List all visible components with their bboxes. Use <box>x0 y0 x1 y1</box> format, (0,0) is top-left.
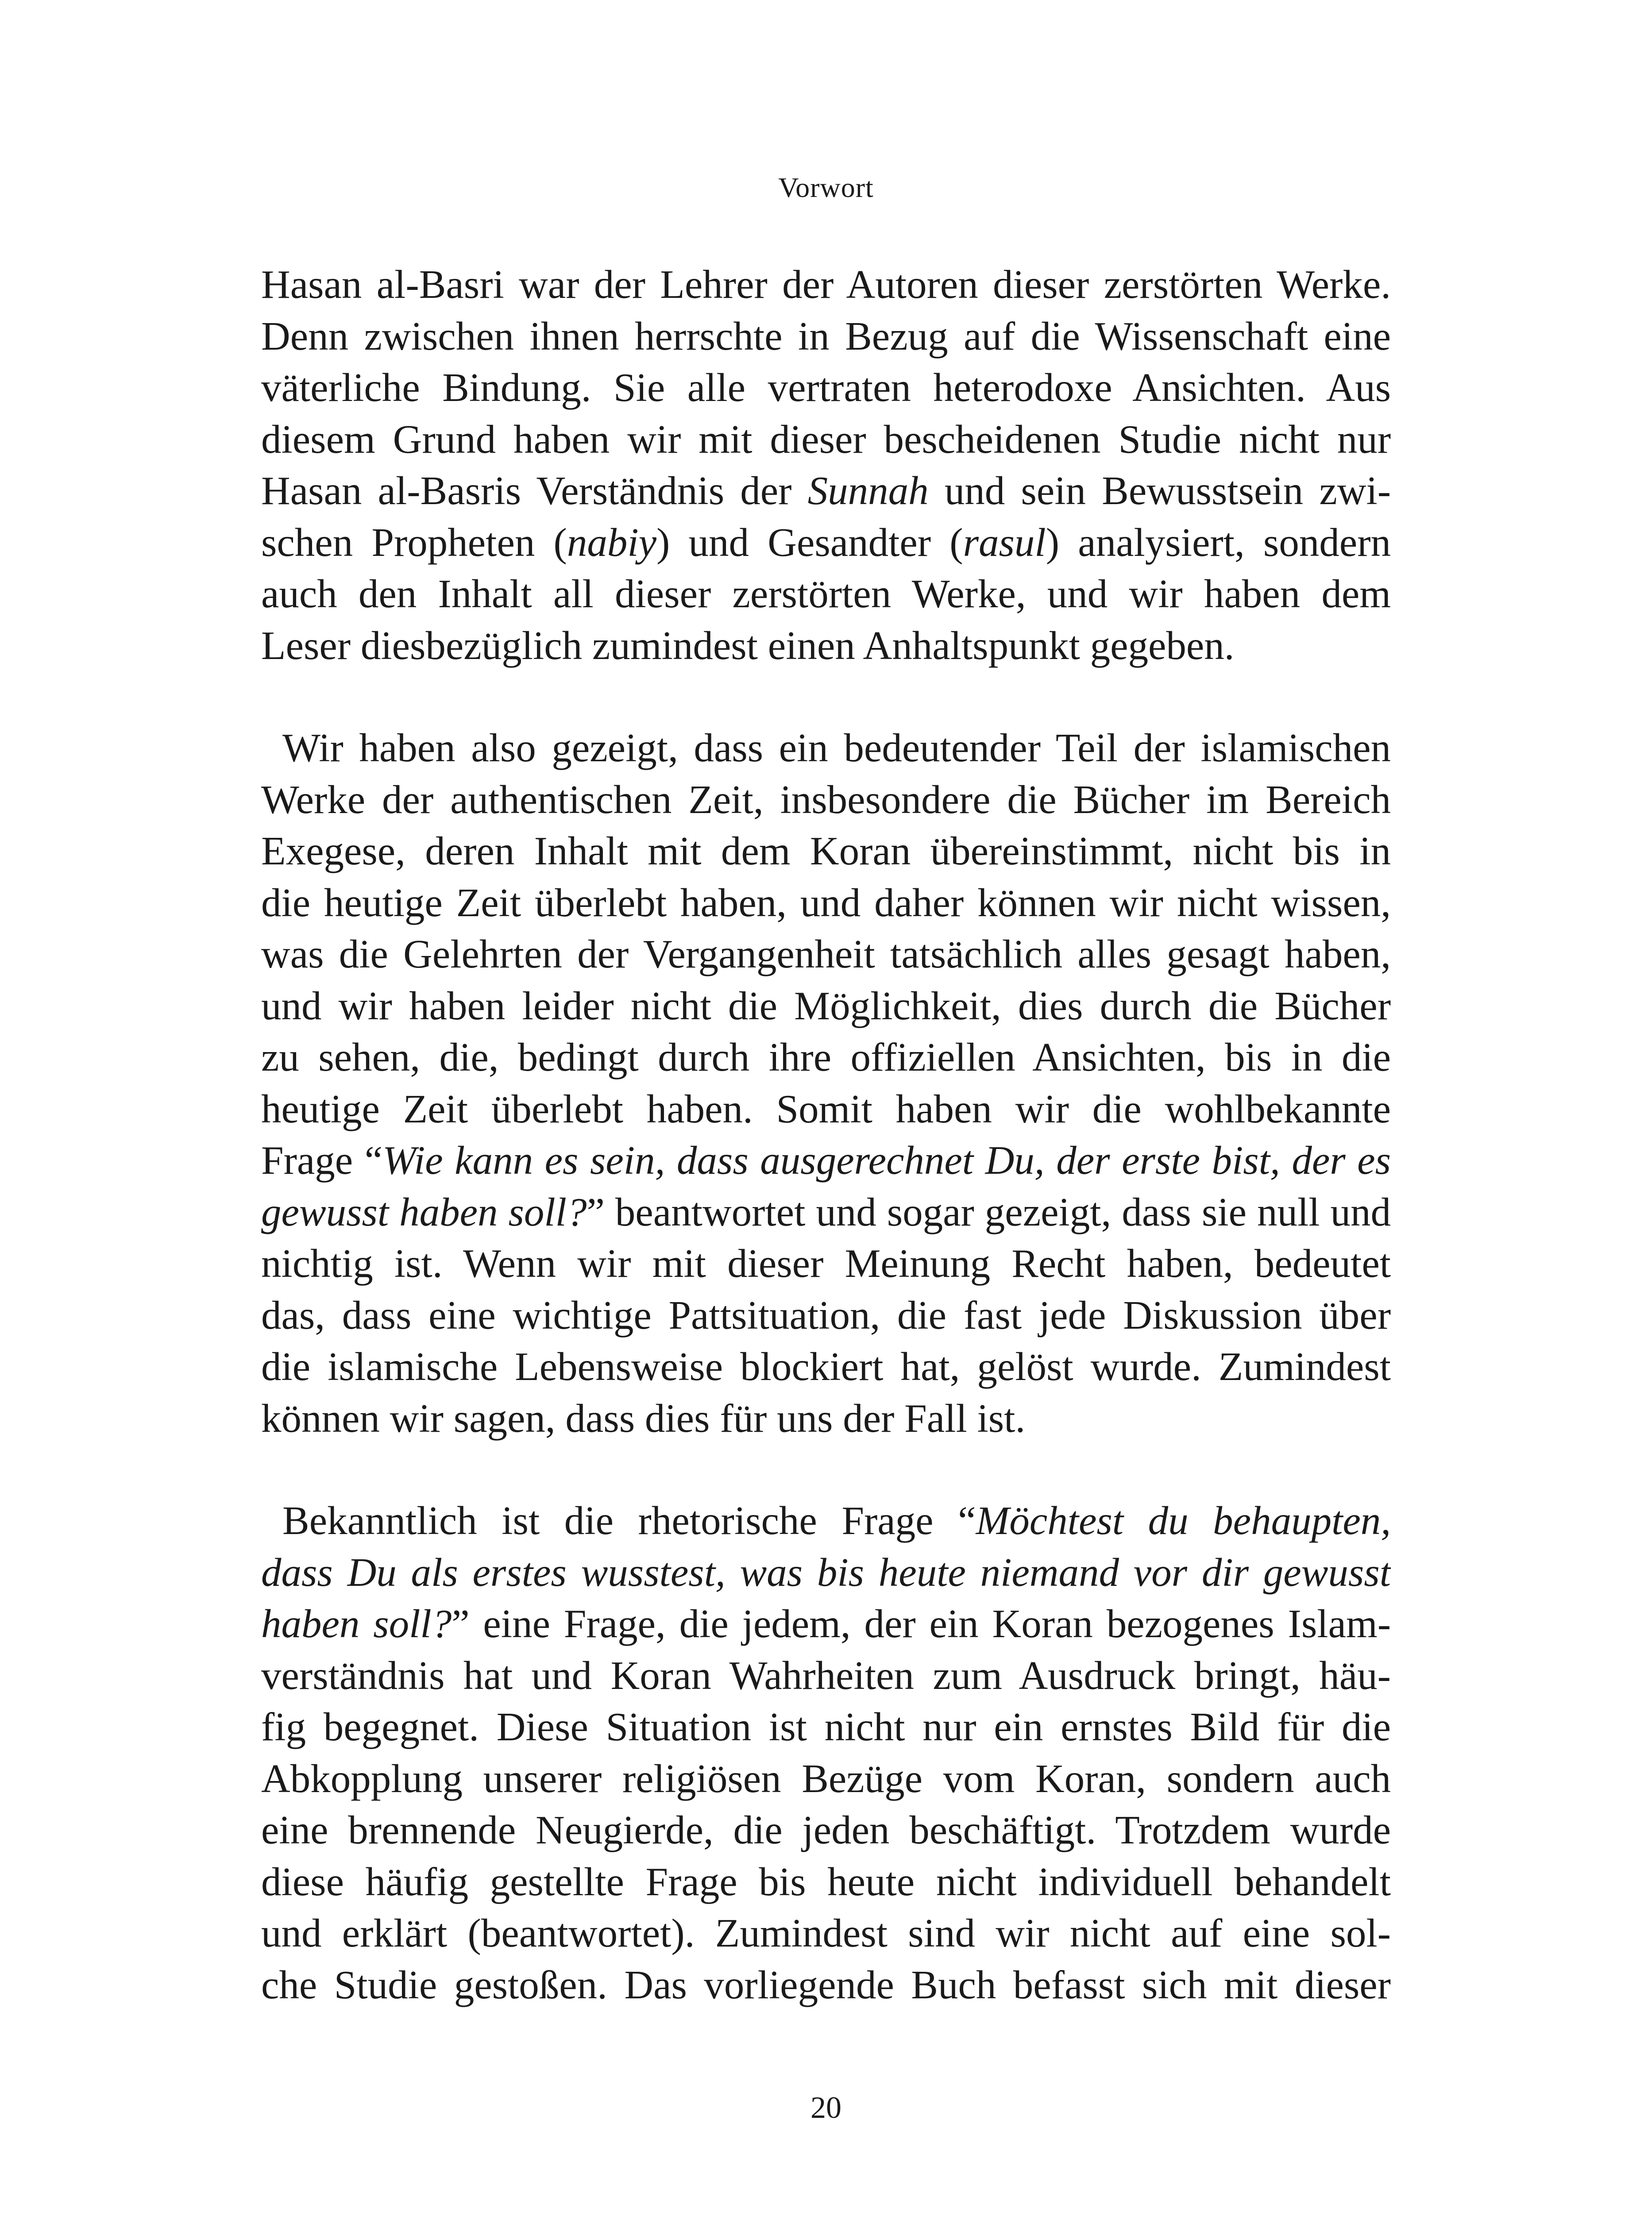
text-run: väterliche Bindung. Sie alle vertraten heterodoxe Ansichten. Aus <box>261 365 1391 410</box>
text-run: können wir sagen, dass dies für uns der Fall ist. <box>261 1396 1026 1441</box>
text-line <box>261 1341 1391 1393</box>
text-run: und wir haben leider nicht die Möglichkeit, dies durch die Bücher <box>261 983 1391 1028</box>
text-line <box>261 1598 1391 1650</box>
text-run: Frage “ <box>261 1138 383 1183</box>
text-run: Wir haben also gezeigt, dass ein bedeutender Teil der islamischen <box>282 725 1391 770</box>
text-run: auch den Inhalt all dieser zerstörten Werke, und wir haben dem <box>261 571 1391 616</box>
text-line <box>261 620 1391 672</box>
text-run: zu sehen, die, bedingt durch ihre offiziellen Ansichten, bis in die <box>261 1035 1391 1080</box>
text-line <box>261 1856 1391 1908</box>
body-text <box>261 259 1391 2011</box>
text-line <box>261 1547 1391 1599</box>
text-run: Exegese, deren Inhalt mit dem Koran übereinstimmt, nicht bis in <box>261 829 1391 873</box>
text-line <box>261 568 1391 620</box>
text-run: und sein Bewusstsein zwi- <box>928 468 1391 513</box>
text-line <box>261 1959 1391 2011</box>
text-line <box>261 1908 1391 1959</box>
text-line <box>261 259 1391 311</box>
text-line <box>261 1701 1391 1753</box>
text-run: das, dass eine wichtige Pattsituation, die fast jede Diskussion über <box>261 1292 1391 1338</box>
text-line <box>261 1187 1391 1238</box>
text-run: ) und Gesandter ( <box>656 520 963 565</box>
text-run: und erklärt (beantwortet). Zumindest sind wir nicht auf eine sol- <box>261 1911 1391 1955</box>
text-line <box>261 362 1391 414</box>
text-run: Hasan al-Basris Verständnis der <box>261 468 808 513</box>
italic-text: Sunnah <box>807 468 929 513</box>
text-line <box>261 1032 1391 1083</box>
text-line <box>261 877 1391 929</box>
text-run: diesem Grund haben wir mit dieser bescheidenen Studie nicht nur <box>261 416 1391 462</box>
text-run: ” eine Frage, die jedem, der ein Koran bezogenes Islam- <box>452 1601 1391 1646</box>
paragraph-gap <box>261 671 1391 722</box>
text-run: Bekanntlich ist die rhetorische Frage “ <box>282 1498 976 1543</box>
text-run: ” beantwortet und sogar gezeigt, dass sie null und <box>587 1189 1391 1234</box>
page-number: 20 <box>811 2091 841 2125</box>
text-run: eine brennende Neugierde, die jeden beschäftigt. Trotzdem wurde <box>261 1808 1391 1852</box>
text-run: schen Propheten ( <box>261 520 567 565</box>
text-line <box>261 517 1391 569</box>
text-line <box>261 825 1391 877</box>
text-run: heutige Zeit überlebt haben. Somit haben wir die wohlbekannte <box>261 1086 1391 1131</box>
text-run: Hasan al-Basri war der Lehrer der Autoren dieser zerstörten Werke. <box>261 262 1391 307</box>
text-run: die heutige Zeit überlebt haben, und daher können wir nicht wissen, <box>261 880 1391 925</box>
text-line <box>261 311 1391 362</box>
text-line <box>261 1804 1391 1856</box>
italic-text: Wie kann es sein, dass ausgerechnet Du, der erste bist, der es <box>382 1138 1391 1183</box>
text-line <box>261 929 1391 980</box>
text-line <box>261 1495 1391 1547</box>
text-line <box>261 1650 1391 1702</box>
text-line <box>261 1290 1391 1342</box>
italic-text: dass Du als erstes wusstest, was bis heute niemand vor dir gewusst <box>261 1550 1391 1595</box>
text-run: ) analysiert, sondern <box>1046 520 1391 565</box>
paragraph-1 <box>261 259 1391 671</box>
text-line <box>261 774 1391 826</box>
text-run: che Studie gestoßen. Das vorliegende Buch befasst sich mit dieser <box>261 1962 1391 2007</box>
text-line <box>261 1135 1391 1187</box>
paragraph-3 <box>261 1495 1391 2011</box>
italic-text: rasul <box>963 520 1046 565</box>
text-run: was die Gelehrten der Vergangenheit tatsächlich alles gesagt haben, <box>261 932 1391 976</box>
italic-text: Möchtest du behaupten, <box>976 1498 1391 1543</box>
text-line <box>261 1753 1391 1805</box>
paragraph-gap <box>261 1444 1391 1495</box>
text-line <box>261 1238 1391 1290</box>
running-head: Vorwort <box>778 172 874 203</box>
italic-text: nabiy <box>567 520 657 565</box>
text-run: Abkopplung unserer religiösen Bezüge vom Koran, sondern auch <box>261 1756 1391 1801</box>
text-run: Leser diesbezüglich zumindest einen Anhaltspunkt gegeben. <box>261 623 1235 668</box>
text-run: Denn zwischen ihnen herrschte in Bezug auf die Wissenschaft eine <box>261 313 1391 359</box>
text-run: verständnis hat und Koran Wahrheiten zum Ausdruck bringt, häu- <box>261 1653 1391 1698</box>
paragraph-2 <box>261 722 1391 1444</box>
italic-text: gewusst haben soll? <box>261 1189 587 1234</box>
text-line <box>261 1393 1391 1445</box>
text-run: diese häufig gestellte Frage bis heute nicht individuell behandelt <box>261 1859 1391 1904</box>
text-run: nichtig ist. Wenn wir mit dieser Meinung Recht haben, bedeutet <box>261 1241 1391 1286</box>
text-run: die islamische Lebensweise blockiert hat, gelöst wurde. Zumindest <box>261 1344 1391 1389</box>
text-line <box>261 722 1391 774</box>
text-line <box>261 1083 1391 1135</box>
text-line <box>261 414 1391 466</box>
text-line <box>261 980 1391 1032</box>
text-line <box>261 465 1391 517</box>
text-run: fig begegnet. Diese Situation ist nicht nur ein ernstes Bild für die <box>261 1704 1391 1749</box>
text-run: Werke der authentischen Zeit, insbesondere die Bücher im Bereich <box>261 777 1391 822</box>
italic-text: haben soll? <box>261 1601 452 1646</box>
